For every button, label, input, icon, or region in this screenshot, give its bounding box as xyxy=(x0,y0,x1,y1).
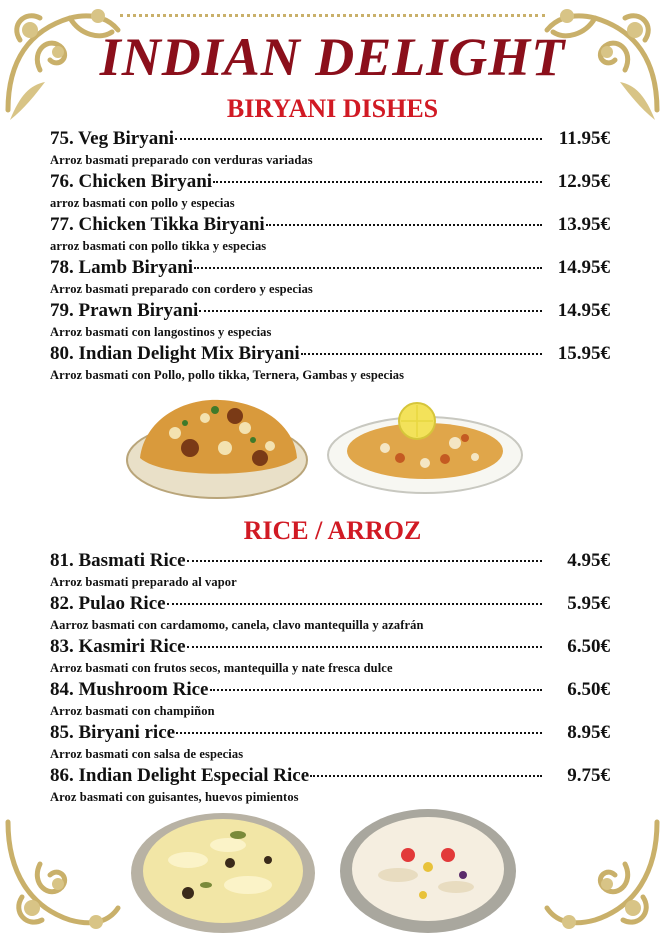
restaurant-title: INDIAN DELIGHT xyxy=(99,27,566,87)
menu-item xyxy=(50,765,610,808)
item-description: Arroz basmati preparado con cordero y especias xyxy=(50,282,313,296)
item-price: 13.95€ xyxy=(557,214,610,235)
biryani-plate-photo xyxy=(125,388,310,503)
item-price: 4.95€ xyxy=(567,550,610,571)
item-name: 84. Mushroom Rice xyxy=(50,679,209,700)
item-price: 5.95€ xyxy=(567,593,610,614)
item-description: arroz basmati con pollo y especias xyxy=(50,196,235,210)
item-name: 77. Chicken Tikka Biryani xyxy=(50,214,265,235)
item-price: 14.95€ xyxy=(557,257,610,278)
dot-leader xyxy=(167,603,542,605)
dot-leader xyxy=(199,310,542,312)
saffron-rice-bowl-photo xyxy=(128,805,318,935)
item-description: Aarroz basmati con cardamomo, canela, clavo mantequilla y azafrán xyxy=(50,618,424,632)
dot-leader xyxy=(176,732,542,734)
fruit-rice-bowl-photo xyxy=(338,805,518,935)
menu-item xyxy=(50,171,610,214)
menu-item xyxy=(50,214,610,257)
item-price: 12.95€ xyxy=(557,171,610,192)
dot-leader xyxy=(210,689,543,691)
menu-item xyxy=(50,636,610,679)
gold-scroll-ornament xyxy=(0,802,130,942)
menu-item xyxy=(50,257,610,300)
item-name: 82. Pulao Rice xyxy=(50,593,166,614)
biryani-lemon-plate-photo xyxy=(325,393,525,498)
item-description: Arroz basmati con champiñon xyxy=(50,704,215,718)
item-description: Arroz basmati con langostinos y especias xyxy=(50,325,272,339)
item-name: 83. Kasmiri Rice xyxy=(50,636,186,657)
menu-item xyxy=(50,593,610,636)
menu-item xyxy=(50,550,610,593)
item-name: 78. Lamb Biryani xyxy=(50,257,194,278)
item-price: 6.50€ xyxy=(567,679,610,700)
item-price: 9.75€ xyxy=(567,765,610,786)
item-description: Arroz basmati preparado con verduras variadas xyxy=(50,153,313,167)
gold-scroll-ornament xyxy=(535,802,665,942)
dot-leader xyxy=(187,560,542,562)
item-description: Arroz basmati con salsa de especias xyxy=(50,747,244,761)
dot-leader xyxy=(310,775,542,777)
item-name: 79. Prawn Biryani xyxy=(50,300,199,321)
dot-leader xyxy=(194,267,542,269)
dot-leader xyxy=(301,353,542,355)
dot-leader xyxy=(187,646,542,648)
section-heading-biryani: BIRYANI DISHES xyxy=(226,94,439,123)
menu-item xyxy=(50,722,610,765)
menu-item xyxy=(50,679,610,722)
item-price: 8.95€ xyxy=(567,722,610,743)
item-price: 14.95€ xyxy=(557,300,610,321)
dot-leader xyxy=(266,224,542,226)
item-description: Aroz basmati con guisantes, huevos pimientos xyxy=(50,790,299,804)
menu-item xyxy=(50,343,610,386)
item-description: Arroz basmati preparado al vapor xyxy=(50,575,237,589)
section-heading-rice: RICE / ARROZ xyxy=(243,516,422,545)
item-name: 85. Biryani rice xyxy=(50,722,176,743)
item-name: 86. Indian Delight Especial Rice xyxy=(50,765,310,786)
item-price: 11.95€ xyxy=(558,128,610,149)
menu-item xyxy=(50,300,610,343)
item-description: Arroz basmati con frutos secos, mantequilla y nate fresca dulce xyxy=(50,661,393,675)
item-description: Arroz basmati con Pollo, pollo tikka, Ternera, Gambas y especias xyxy=(50,368,405,382)
menu-item xyxy=(50,128,610,171)
item-name: 75. Veg Biryani xyxy=(50,128,175,149)
item-price: 15.95€ xyxy=(557,343,610,364)
item-name: 76. Chicken Biryani xyxy=(50,171,213,192)
biryani-menu-list xyxy=(50,128,610,386)
item-name: 81. Basmati Rice xyxy=(50,550,186,571)
item-description: arroz basmati con pollo tikka y especias xyxy=(50,239,267,253)
dotted-border xyxy=(120,14,545,21)
dot-leader xyxy=(213,181,542,183)
item-name: 80. Indian Delight Mix Biryani xyxy=(50,343,300,364)
rice-menu-list xyxy=(50,550,610,808)
dot-leader xyxy=(175,138,542,140)
item-price: 6.50€ xyxy=(567,636,610,657)
